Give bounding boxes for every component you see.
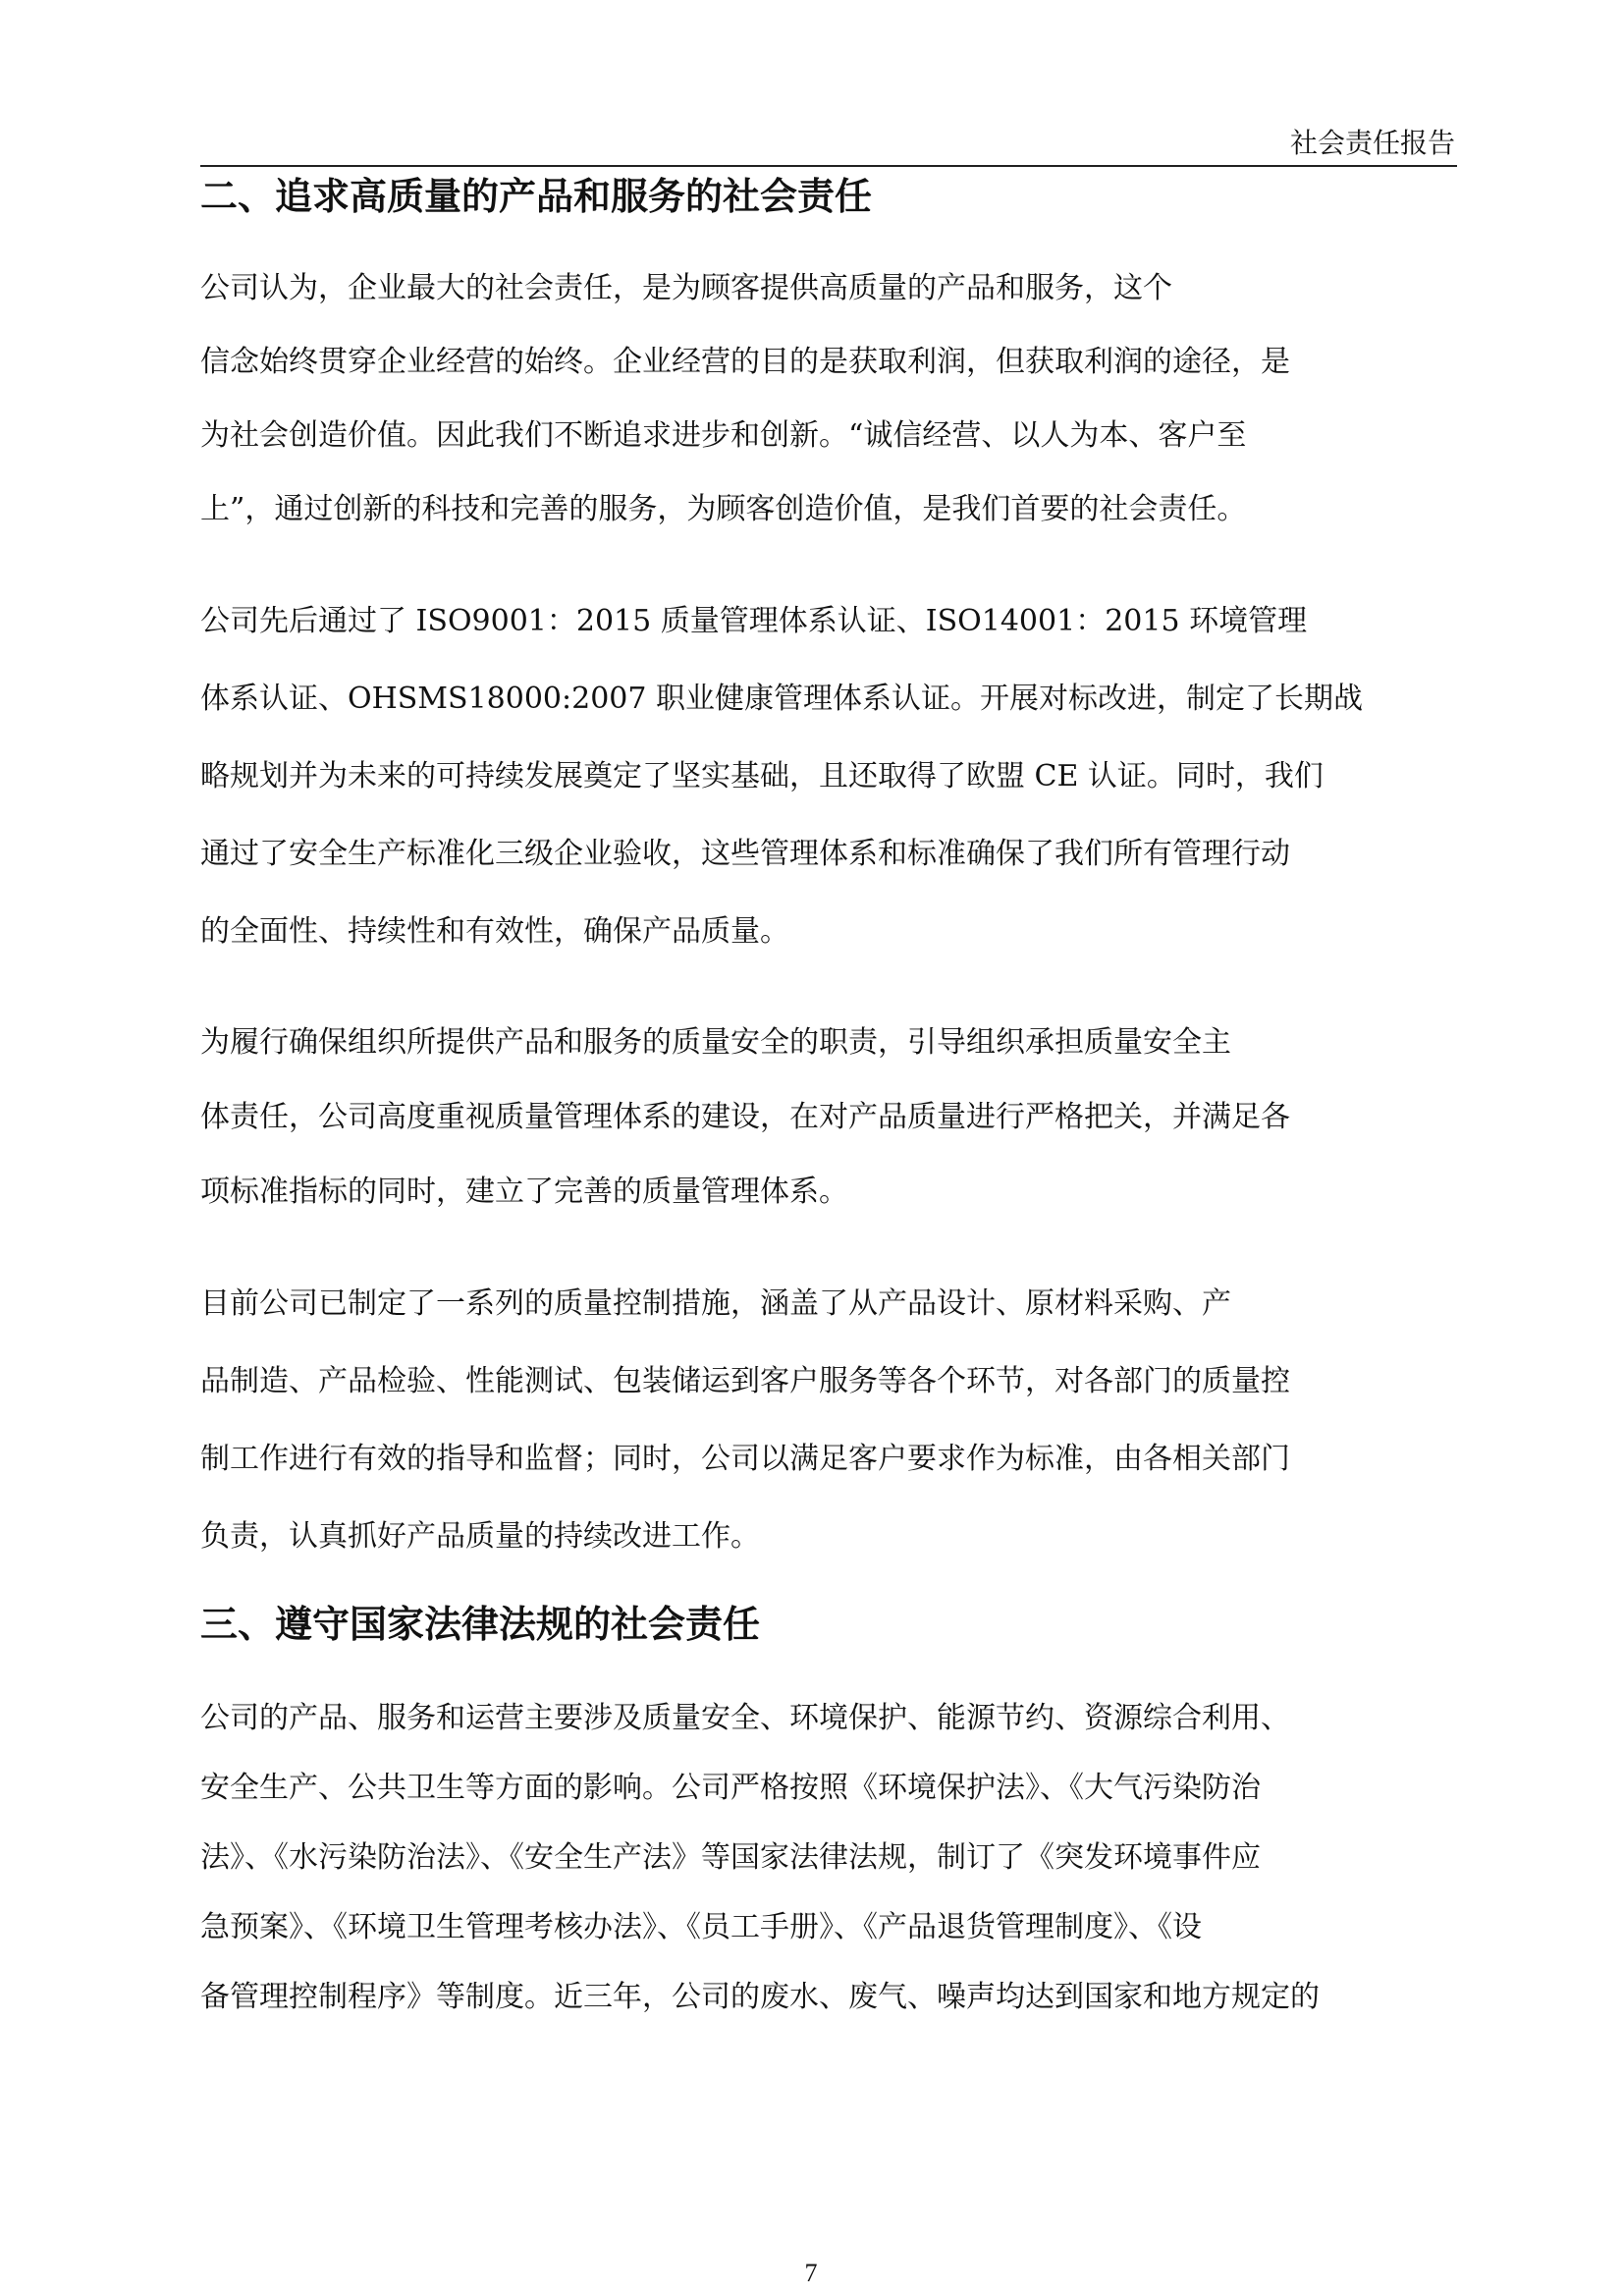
page-number: 7: [804, 2259, 818, 2287]
report-header-title: 社会责任报告: [1289, 127, 1455, 159]
paragraph-quality-philosophy: 公司认为，企业最大的社会责任，是为顾客提供高质量的产品和服务，这个 信念始终贯穿企业经营的始终。企业经营的目的是获取利润，但获取利润的途径，是 为社会创造价值。因此我们不断追求进步和创新。“诚信经营、以人为本、客户至 上”，通过创新的科技和完善的服务，为顾客创造价值，是我们首要的社会责任。: [200, 271, 1290, 526]
page-content: [200, 165, 1467, 2032]
paragraph-certifications: 公司先后通过了 ISO9001：2015 质量管理体系认证、ISO14001：2015 环境管理 体系认证、OHSMS18000:2007 职业健康管理体系认证。开展对标改进，制定了长期战 略规划并为未来的可持续发展奠定了坚实基础，且还取得了欧盟 CE 认证。同时，我们 通过了安全生产标准化三级企业验收，这些管理体系和标准确保了我们所有管理行动 的全面性、持续性和有效性，确保产品质量。: [200, 604, 1364, 949]
paragraph-quality-responsibility: 为履行确保组织所提供产品和服务的质量安全的职责，引导组织承担质量安全主 体责任，公司高度重视质量管理体系的建设，在对产品质量进行严格把关，并满足各 项标准指标的同时，建立了完善的质量管理体系。: [200, 1025, 1290, 1209]
section-heading-quality: 二、追求高质量的产品和服务的社会责任: [200, 175, 873, 218]
section-heading-legal: 三、遵守国家法律法规的社会责任: [200, 1603, 761, 1646]
paragraph-quality-control: 目前公司已制定了一系列的质量控制措施，涵盖了从产品设计、原材料采购、产 品制造、产品检验、性能测试、包装储运到客户服务等各个环节，对各部门的质量控 制工作进行有效的指导和监督；同时，公司以满足客户要求作为标准，由各相关部门 负责，认真抓好产品质量的持续改进工作。: [200, 1286, 1290, 1554]
paragraph-legal-compliance: 公司的产品、服务和运营主要涉及质量安全、环境保护、能源节约、资源综合利用、 安全生产、公共卫生等方面的影响。公司严格按照《环境保护法》、《大气污染防治 法》、《水污染防治法》、《安全生产法》等国家法律法规，制订了《突发环境事件应 急预案》、《环境卫生管理考核办法》、《员工手册》、《产品退货管理制度》、《设 备管理控制程序》等制度。近三年，公司的废水、废气、噪声均达到国家和地方规定的: [200, 1701, 1320, 2014]
